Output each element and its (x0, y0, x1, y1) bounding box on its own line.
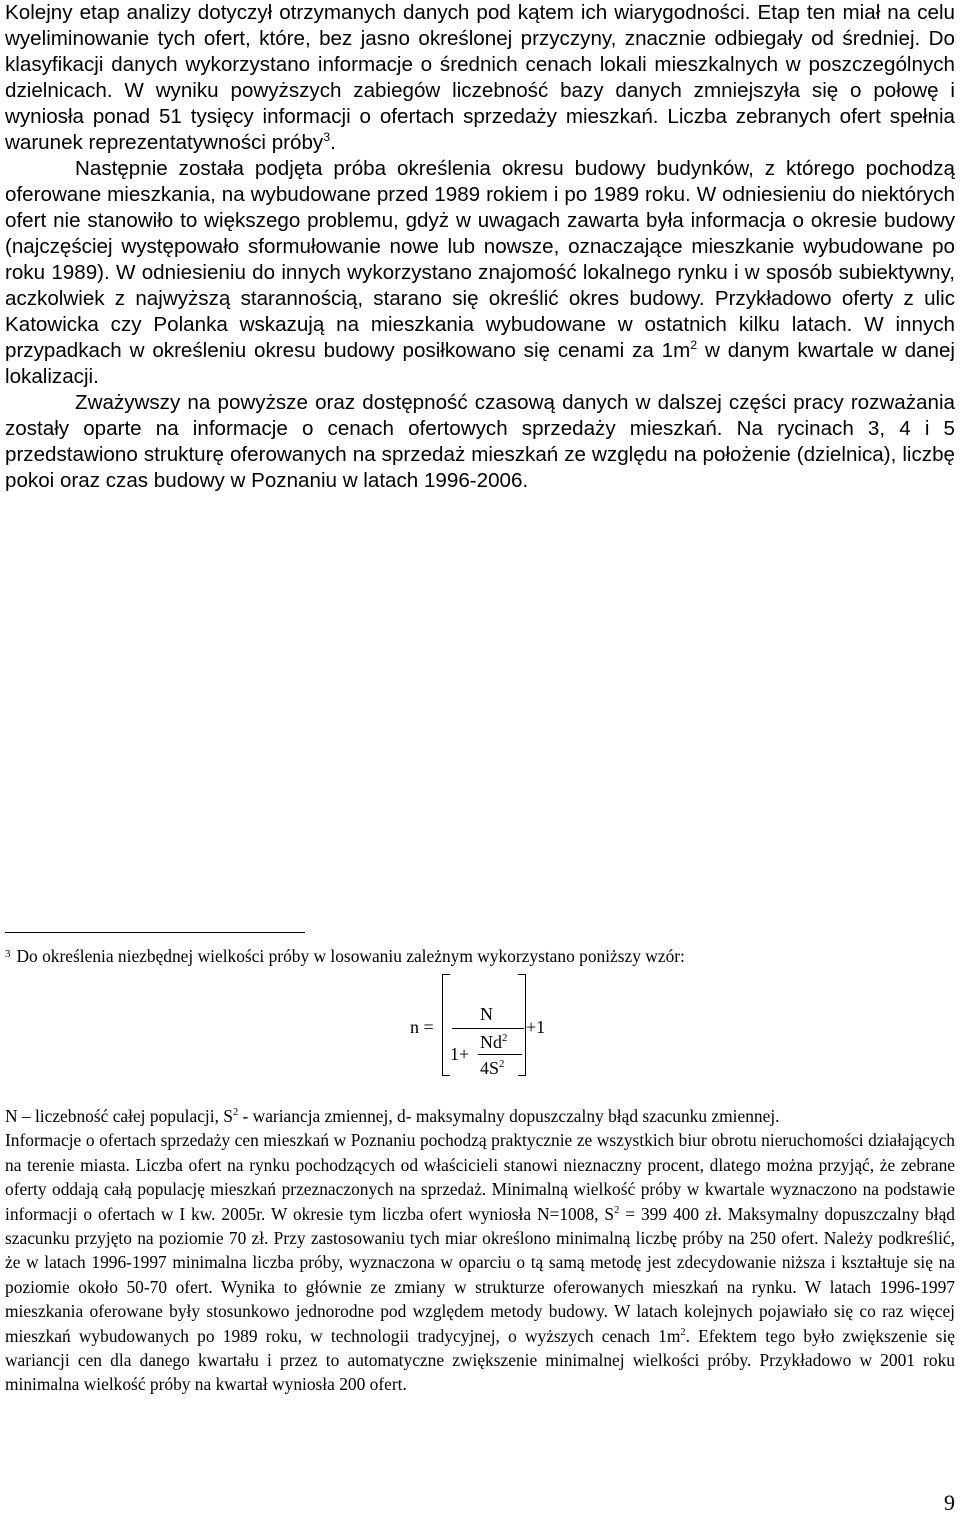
footnote-explanation-a: Informacje o ofertach sprzedaży cen mieszkań w Poznaniu pochodzą praktycznie ze wszystkich biur obrotu nieruchomości działających na terenie miasta. Liczba ofert na rynku pochodzących od właścicieli stanowi nieznaczny procent, dlatego można przyjąć, że zebrane oferty oddają całą populację mieszkań przeznaczonych na sprzedaż. Minimalną wielkość próby w kwartale wyznaczono na podstawie informacji o ofertach w I kw. 2005r. W okresie tym liczba ofert wyniosła N=1008, S (5, 1130, 955, 1224)
formula-plus-one: +1 (526, 1017, 546, 1037)
page-number: 9 (944, 1490, 955, 1515)
footnote-explanation-sup1: 2 (614, 1204, 620, 1216)
footnote-intro (5, 944, 955, 968)
formula-inner-denominator (480, 1058, 504, 1079)
footnote-body (5, 1104, 955, 1397)
formula-inner-denominator-text: 4S (480, 1058, 500, 1078)
formula-lhs: n = (410, 1017, 434, 1037)
footnote-explanation-sup2: 2 (680, 1326, 686, 1338)
paragraph-construction-period-end: w danym kwartale w danej lokalizacji. (5, 339, 955, 388)
formula-inner-denominator-sup: 2 (499, 1058, 505, 1070)
formula-inner-fraction-line (478, 1054, 522, 1055)
formula-one-plus: 1+ (450, 1044, 470, 1064)
footnote-intro-text: Do określenia niezbędnej wielkości próby w losowaniu zależnym wykorzystano poniższy wzór: (16, 946, 685, 966)
footnote-separator (5, 932, 305, 933)
formula-main-fraction-line (452, 1028, 524, 1029)
footnote-explanation (5, 1128, 955, 1396)
formula-inner-numerator-sup: 2 (502, 1032, 508, 1044)
main-text (5, 0, 955, 494)
formula-inner-numerator-text: Nd (480, 1032, 502, 1052)
footnote-explanation-c: . Efektem tego było zwiększenie się wariancji cen dla danego kwartału i przez to automatyczne zwiększenie minimalnej wielkości próby. Przykładowo w 2001 roku minimalna wielkość próby na kwartał wyniosła 200 ofert. (5, 1325, 955, 1395)
paragraph-construction-period (5, 156, 955, 390)
footnote-mark: 3 (5, 948, 11, 960)
formula-bracket-right (518, 974, 526, 1076)
paragraph-reliability-end: . (330, 131, 336, 154)
footnote-explanation-b: = 399 400 zł. Maksymalny dopuszczalny błąd szacunku przyjęto na poziomie 70 zł. Przy zastosowaniu tych miar określono minimalną liczbę próby na 250 ofert. Należy podkreślić, że w latach 1996-1997 minimalna liczba próby, wyznaczona w oparciu o tą samą metodę jest zdecydowanie niższa i kształtuje się na poziomie około 50-70 ofert. Wynika to głównie ze zmiany w strukturze oferowanych mieszkań na rynku. W latach 1996-1997 mieszkania oferowane były stosunkowo jednorodne pod względem metody budowy. W latach kolejnych pojawiało się co raz więcej mieszkań wybudowanych po 1989 roku, w technologii tradycyjnej, o wyższych cenach 1m (5, 1203, 955, 1346)
footnote-definitions-sup: 2 (232, 1107, 239, 1119)
footnote-definitions (5, 1104, 955, 1128)
formula-numerator: N (480, 1004, 493, 1024)
footnote-definitions-b: - wariancja zmiennej, d- maksymalny dopuszczalny błąd szacunku zmiennej. (238, 1106, 780, 1126)
footnote-definitions-a: N – liczebność całej populacji, S (5, 1106, 233, 1126)
paragraph-construction-period-text: Następnie została podjęta próba określenia okresu budowy budynków, z którego pochodzą oferowane mieszkania, na wybudowane przed 1989 rokiem i po 1989 roku. W odniesieniu do niektórych ofert nie stanowiło to większego problemu, gdyż w uwagach zawarta była informacja o okresie budowy (najczęściej występowało sformułowanie nowe lub nowsze, oznaczające mieszkanie wybudowane po roku 1989). W odniesieniu do innych wykorzystano znajomość lokalnego rynku i w sposób subiektywny, aczkolwiek z najwyższą starannością, starano się określić okres budowy. Przykładowo oferty z ulic Katowicka czy Polanka wskazują na mieszkania wybudowane w ostatnich kilku latach. W innych przypadkach w określeniu okresu budowy posiłkowano się cenami za 1m (5, 157, 955, 362)
sample-size-formula (410, 974, 610, 1082)
paragraph-reliability (5, 0, 955, 156)
footnote-ref: 3 (323, 130, 331, 145)
paragraph-offer-prices (5, 390, 955, 494)
formula-bracket-left (442, 974, 450, 1076)
superscript: 2 (690, 338, 698, 353)
paragraph-offer-prices-text: Zważywszy na powyższe oraz dostępność czasową danych w dalszej części pracy rozważania zostały oparte na informacje o cenach ofertowych sprzedaży mieszkań. Na rycinach 3, 4 i 5 przedstawiono strukturę oferowanych na sprzedaż mieszkań ze względu na położenie (dzielnica), liczbę pokoi oraz czas budowy w Poznaniu w latach 1996-2006. (5, 391, 955, 492)
paragraph-reliability-text: Kolejny etap analizy dotyczył otrzymanych danych pod kątem ich wiarygodności. Etap ten miał na celu wyeliminowanie tych ofert, które, bez jasno określonej przyczyny, znacznie odbiegały od średniej. Do klasyfikacji danych wykorzystano informacje o średnich cenach lokali mieszkalnych w poszczególnych dzielnicach. W wyniku powyższych zabiegów liczebność bazy danych zmniejszyła się o połowę i wyniosła ponad 51 tysięcy informacji o ofertach sprzedaży mieszkań. Liczba zebranych ofert spełnia warunek reprezentatywności próby (5, 1, 955, 154)
formula-inner-numerator (480, 1032, 507, 1053)
footnote-intro-line (5, 944, 955, 968)
